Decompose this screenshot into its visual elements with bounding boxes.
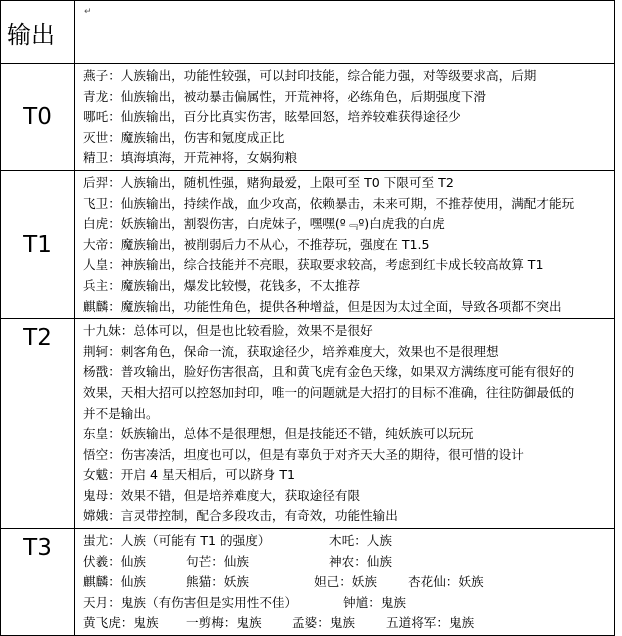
- tier-content-cell: [75, 170, 615, 318]
- tier-label-t2: T2: [23, 325, 52, 352]
- character-entry: 句芒：仙族: [186, 553, 249, 569]
- character-entry: 神农：仙族: [329, 553, 392, 569]
- header-row: [1, 1, 615, 64]
- character-entry: 五道将军：鬼族: [386, 615, 475, 631]
- entry-line: 女魃：开启 4 星天相后，可以跻身 T1: [83, 467, 296, 483]
- header-label: 输出: [7, 20, 55, 49]
- entry-line: 杨戬：普攻输出，脸好伤害很高，且和黄飞虎有金色天缘，如果双方满练度可能有很好的: [83, 364, 575, 380]
- entry-line: 十九妹：总体可以，但是也比较看脸，效果不是很好: [83, 323, 373, 339]
- entry-line: 荆轲：刺客角色，保命一流，获取途径少，培养难度大，效果也不是很理想: [83, 343, 499, 359]
- tier-label-cell: [1, 170, 75, 318]
- entry-line: 灭世：魔族输出，伤害和氪度成正比: [83, 129, 285, 145]
- entry-line: 大帝：魔族输出，被削弱后力不从心，不推荐玩，强度在 T1.5: [83, 236, 430, 252]
- entry-line: 人皇：神族输出，综合技能并不亮眼，获取要求较高，考虑到红卡成长较高故算 T1: [83, 257, 544, 273]
- header-label-cell: [1, 1, 75, 64]
- tier-row-t3: [1, 529, 615, 636]
- entry-line: 青龙：仙族输出，被动暴击偏属性，开荒神将，必练角色，后期强度下滑: [83, 88, 486, 104]
- character-entry: 杏花仙：妖族: [408, 574, 484, 590]
- tier-row-t2: [1, 319, 615, 529]
- paragraph-mark: ↵: [84, 7, 92, 17]
- entry-line: [83, 613, 614, 634]
- entry-line: 哪吒：仙族输出，百分比真实伤害，眩晕回怒，培养较难获得途径少: [83, 109, 461, 125]
- entry-line: 飞卫：仙族输出，持续作战，血少攻高，依赖暴击，未来可期，不推荐使用，满配才能玩: [83, 195, 575, 211]
- character-entry: 钟馗：鬼族: [343, 594, 406, 610]
- character-entry: 麒麟：仙族: [83, 574, 146, 590]
- character-entry: 黄飞虎：鬼族: [83, 615, 159, 631]
- entry-line: 鬼母：效果不错，但是培养难度大，获取途径有限: [83, 487, 361, 503]
- character-entry: 蚩尤：人族（可能有 T1 的强度）: [83, 533, 271, 549]
- entry-line: 嫦娥：言灵带控制，配合多段攻击，有奇效，功能性输出: [83, 508, 398, 524]
- header-content-cell: [75, 1, 615, 64]
- tier-label-cell: [1, 319, 75, 529]
- character-entry: 天月：鬼族（有伤害但是实用性不佳）: [83, 594, 298, 610]
- entry-line: 效果，天相大招可以控怒加封印，唯一的问题就是大招打的目标不准确，往往防御最低的: [83, 384, 575, 400]
- entry-line: 麒麟：魔族输出，功能性角色，提供各种增益，但是因为太过全面，导致各项都不突出: [83, 298, 562, 314]
- entry-line: 燕子：人族输出，功能性较强，可以封印技能，综合能力强，对等级要求高，后期: [83, 68, 537, 83]
- tier-label-t3: T3: [23, 535, 52, 562]
- tier-content-cell: [75, 64, 615, 171]
- entry-line: 白虎：妖族输出，割裂伤害，白虎妹子，嘿嘿(º﹃º)白虎我的白虎: [83, 216, 445, 232]
- entry-line: [83, 552, 614, 573]
- tier-label-cell: [1, 529, 75, 636]
- entry-line: 精卫：填海填海，开荒神将，女娲狗粮: [83, 150, 298, 166]
- entry-line: [83, 593, 614, 614]
- character-entry: 妲己：妖族: [314, 574, 377, 590]
- entry-line: 悟空：伤害凑活，坦度也可以，但是有辜负于对齐天大圣的期待，很可惜的设计: [83, 446, 524, 462]
- tier-row-t1: [1, 170, 615, 318]
- character-entry: 一剪梅：鬼族: [186, 615, 262, 631]
- tier-row-t0: [1, 64, 615, 171]
- tier-label-cell: [1, 64, 75, 171]
- entry-line: 后羿：人族输出，随机性强，赌狗最爱，上限可至 T0 下限可至 T2: [83, 174, 454, 190]
- entry-line: [83, 572, 614, 593]
- character-entry: 木吒：人族: [329, 533, 392, 549]
- entry-line: 并不是输出。: [83, 405, 159, 421]
- entry-line: 东皇：妖族输出，总体不是很理想，但是技能还不错，纯妖族可以玩玩: [83, 426, 474, 442]
- entry-line: [83, 531, 614, 552]
- character-entry: 熊猫：妖族: [186, 574, 249, 590]
- character-entry: 伏羲：仙族: [83, 553, 146, 569]
- character-entry: 孟婆：鬼族: [292, 615, 355, 631]
- tier-label-t1: T1: [23, 231, 52, 258]
- tier-content-cell: [75, 319, 615, 529]
- tier-label-t0: T0: [23, 103, 52, 130]
- tier-content-cell: [75, 529, 615, 636]
- entry-line: 兵主：魔族输出，爆发比较慢，花钱多，不太推荐: [83, 277, 361, 293]
